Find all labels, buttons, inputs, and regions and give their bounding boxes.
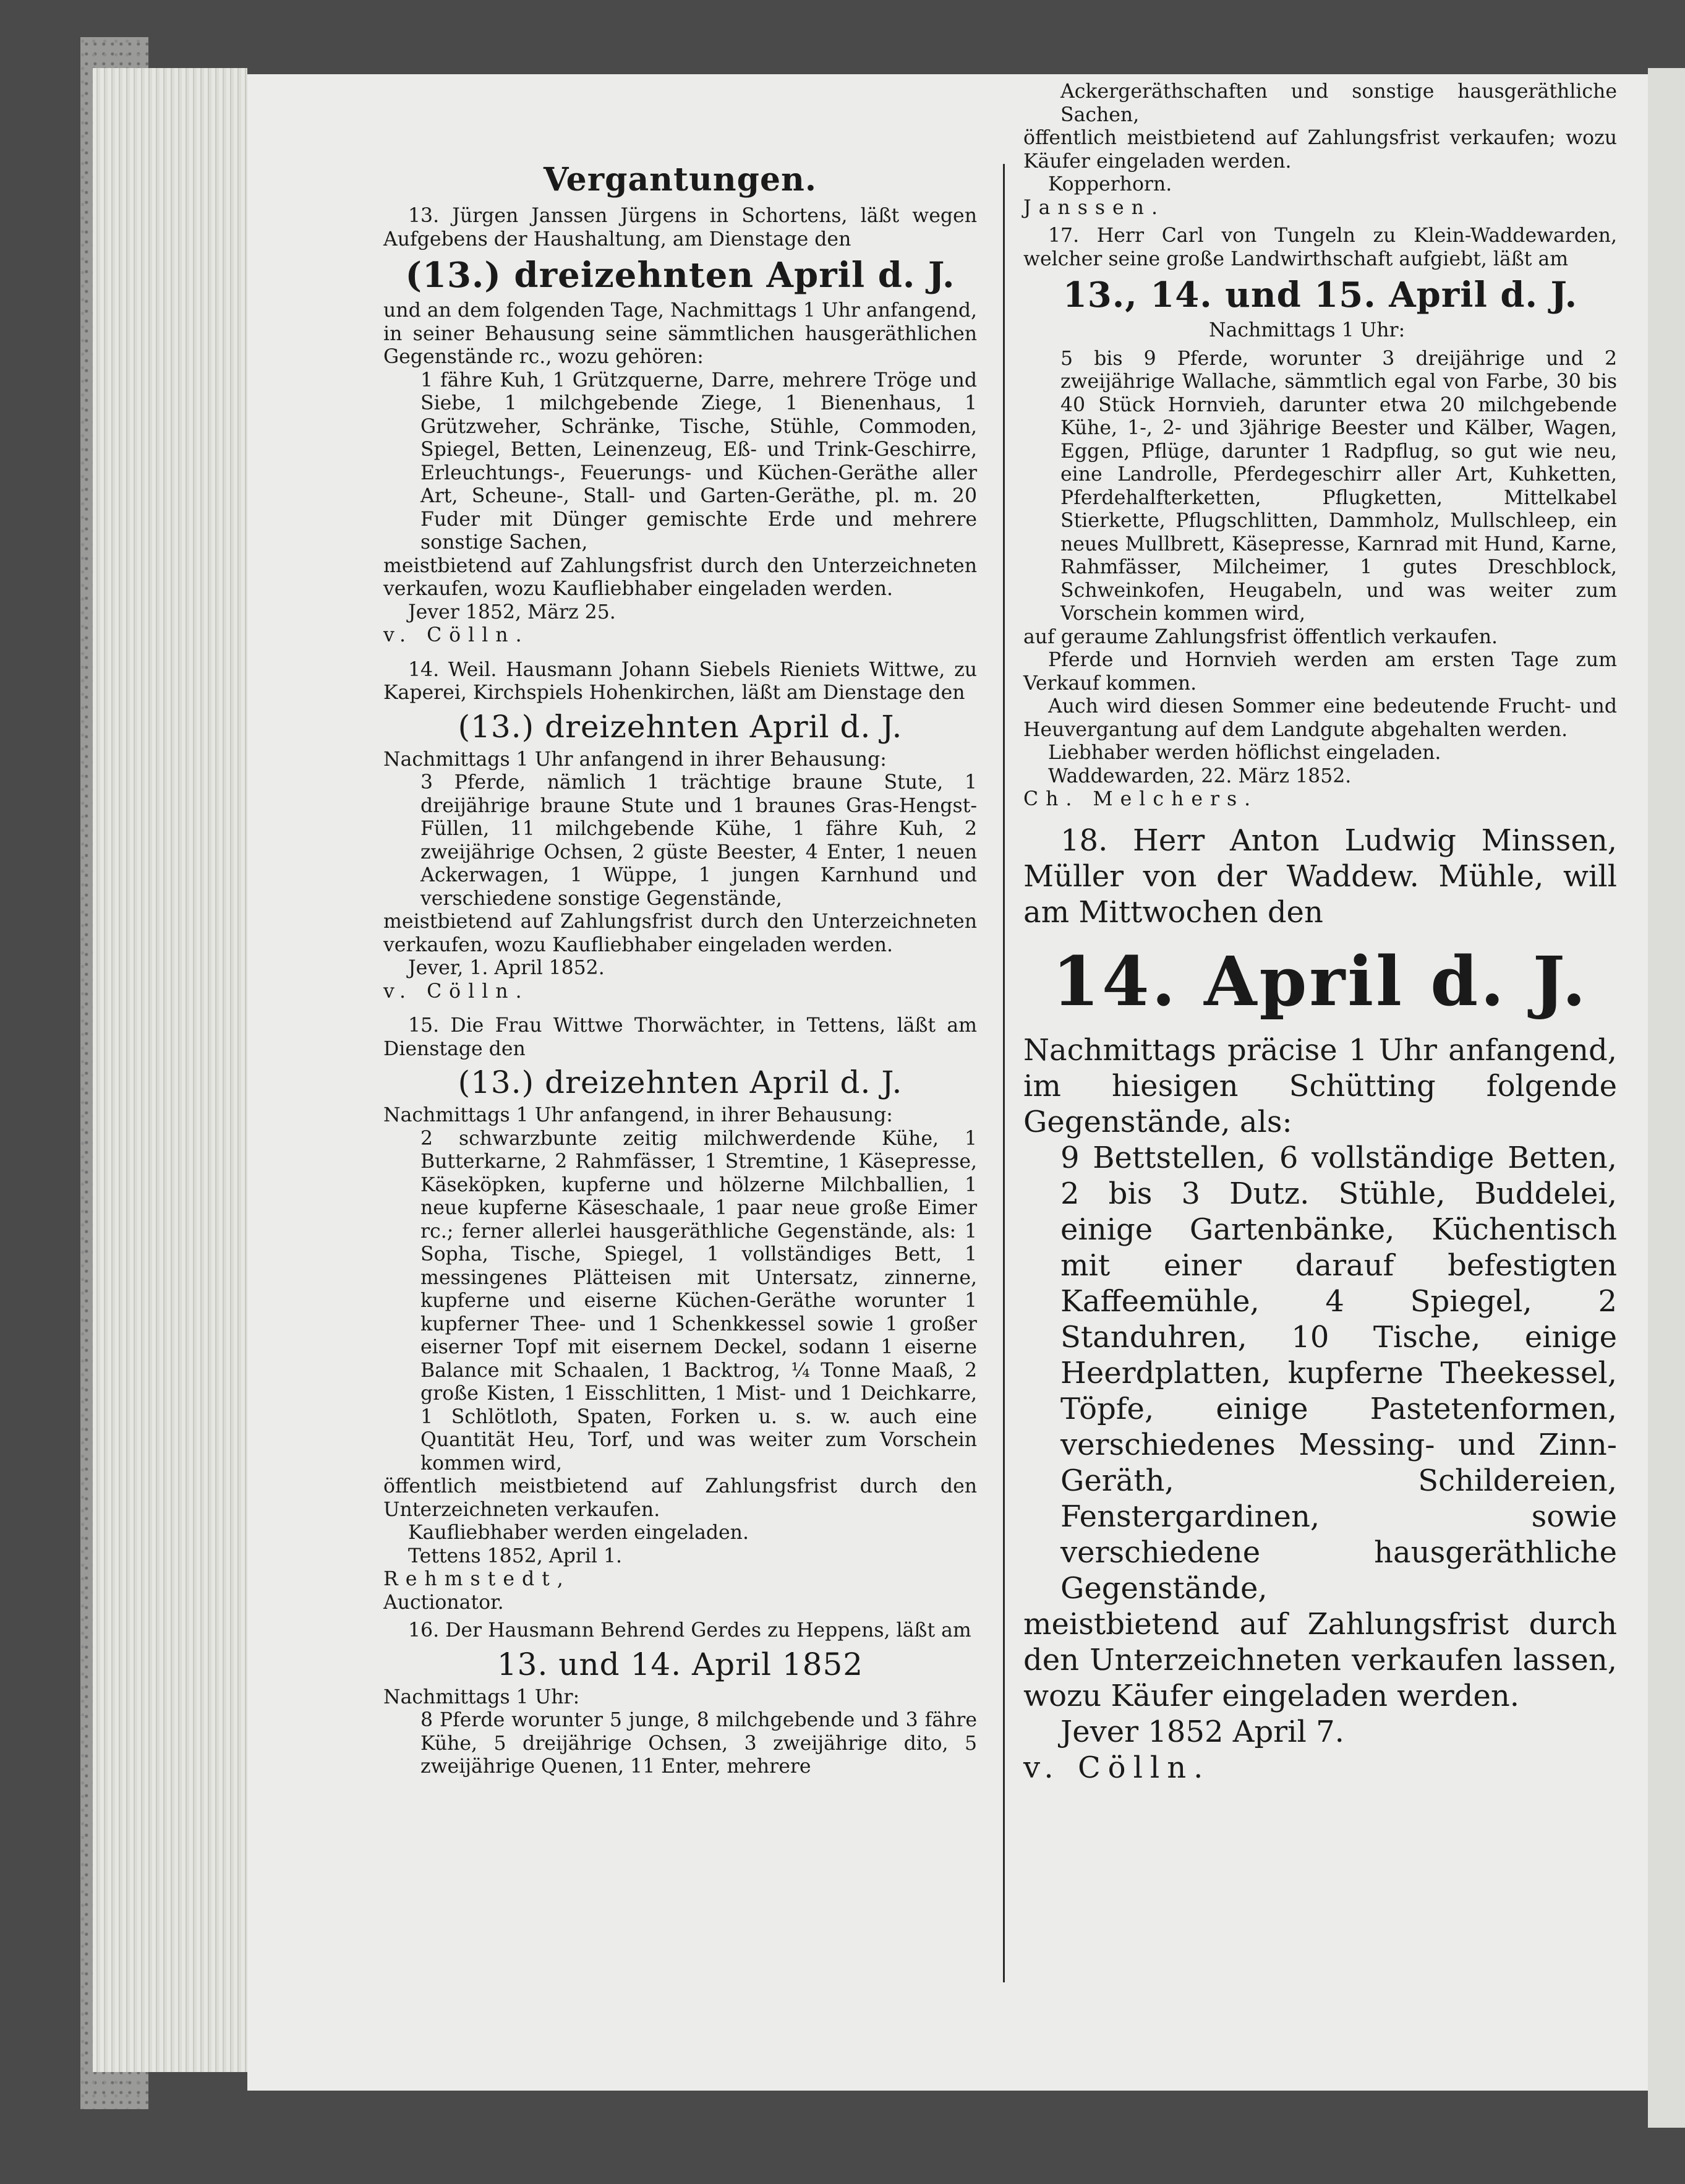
entry-14-text: Nachmittags 1 Uhr anfangend in ihrer Behausung: xyxy=(383,748,887,771)
entry-17-date: 13., 14. und 15. April d. J. xyxy=(1062,275,1578,315)
right-column xyxy=(1023,80,1617,1786)
entry-17-note-1: Pferde und Hornvieh werden am ersten Tage zum Verkauf kommen. xyxy=(1023,649,1617,695)
entry-13-signature: v. Cölln. xyxy=(383,624,529,646)
entry-14-intro: 14. Weil. Hausmann Johann Siebels Rieniets Wittwe, zu Kaperei, Kirchspiels Hohenkirchen, läßt am Dienstage den xyxy=(383,658,977,704)
entry-17-invite: Liebhaber werden höflichst eingeladen. xyxy=(1048,742,1441,764)
entry-18-text: Nachmittags präcise 1 Uhr anfangend, im hiesigen Schütting folgende Gegenstände, als: xyxy=(1023,1032,1617,1139)
entry-17-place: Waddewarden, 22. März 1852. xyxy=(1048,764,1352,787)
entry-15-place: Tettens 1852, April 1. xyxy=(408,1544,623,1567)
left-column xyxy=(383,80,977,1779)
column-divider xyxy=(1003,164,1005,1982)
entry-16-text: Nachmittags 1 Uhr: xyxy=(383,1685,580,1708)
facing-page-edge xyxy=(1648,68,1685,2128)
entry-13-date: (13.) dreizehnten April d. J. xyxy=(405,255,955,296)
entry-15-closing: öffentlich meistbietend auf Zahlungsfrist durch den Unterzeichneten verkaufen. xyxy=(383,1475,977,1521)
entry-17-intro: 17. Herr Carl von Tungeln zu Klein-Waddewarden, welcher seine große Landwirthschaft aufgiebt, läßt am xyxy=(1023,225,1617,270)
entry-13-intro: 13. Jürgen Janssen Jürgens in Schortens, läßt wegen Aufgebens der Haushaltung, am Dienstage den xyxy=(383,205,977,251)
entry-18-closing: meistbietend auf Zahlungsfrist durch den Unterzeichneten verkaufen lassen, wozu Käufer eingeladen werden. xyxy=(1023,1606,1617,1713)
entry-15-invite: Kaufliebhaber werden eingeladen. xyxy=(408,1522,749,1544)
entry-15-text: Nachmittags 1 Uhr anfangend, in ihrer Behausung: xyxy=(383,1104,893,1126)
entry-16-continued: Ackergeräthschaften und sonstige hausgeräthliche Sachen, xyxy=(1060,80,1617,126)
entry-13-text: und an dem folgenden Tage, Nachmittags 1 Uhr anfangend, in seiner Behausung seine sämmtlichen hausgeräthlichen Gegenstände rc., wozu gehören: xyxy=(383,299,977,368)
entry-14-closing: meistbietend auf Zahlungsfrist durch den Unterzeichneten verkaufen, wozu Kaufliebhaber eingeladen werden. xyxy=(383,910,977,956)
entry-17-text: Nachmittags 1 Uhr: xyxy=(1209,319,1406,341)
entry-16-items: 8 Pferde worunter 5 junge, 8 milchgebende und 3 fähre Kühe, 5 dreijährige Ochsen, 3 zweijährige dito, 5 zweijährige Quenen, 11 Enter, mehrere xyxy=(420,1709,977,1778)
entry-18-place: Jever 1852 April 7. xyxy=(1060,1714,1344,1749)
entry-16-date: 13. und 14. April 1852 xyxy=(497,1646,864,1682)
entry-18-intro: 18. Herr Anton Ludwig Minssen, Müller von der Waddew. Mühle, will am Mittwochen den xyxy=(1023,823,1617,930)
entry-15-signature: Rehmstedt, xyxy=(383,1568,571,1590)
entry-13-items: 1 fähre Kuh, 1 Grützquerne, Darre, mehrere Tröge und Siebe, 1 milchgebende Ziege, 1 Bienenhaus, 1 Grützweher, Schränke, Tische, Stühle, Commoden, Spiegel, Betten, Leinenzeug, Eß- und Trink-Geschirre, Erleuchtungs-, Feuerungs- und Küchen-Geräthe aller Art, Scheune-, Stall- und Garten-Geräthe, pl. m. 20 Fuder mit Dünger gemischte Erde und mehrere sonstige Sachen, xyxy=(420,369,977,554)
entry-17-items: 5 bis 9 Pferde, worunter 3 dreijährige und 2 zweijährige Wallache, sämmtlich egal von Farbe, 30 bis 40 Stück Hornvieh, darunter etwa 20 milchgebende Kühe, 1-, 2- und 3jährige Beester und Kälber, Wagen, Eggen, Pflüge, darunter 1 Radpflug, so gut wie neu, eine Landrolle, Pferdegeschirr aller Art, Kuhketten, Pferdehalfterketten, Pflugketten, Mittelkabel Stierkette, Pflugschlitten, Dammholz, Mullschleep, ein neues Mullbrett, Käsepresse, Karnrad mit Hund, Karne, Rahmfässer, Milcheimer, 1 gutes Dreschblock, Schweinkofen, Heugabeln, und was weiter zum Vorschein kommen wird, xyxy=(1060,347,1617,625)
entry-18-date: 14. April d. J. xyxy=(1052,941,1589,1021)
section-title: Vergantungen. xyxy=(544,161,817,199)
entry-15-intro: 15. Die Frau Wittwe Thorwächter, in Tettens, läßt am Dienstage den xyxy=(383,1014,977,1060)
entry-15-role: Auctionator. xyxy=(383,1591,504,1614)
page-stack-edge xyxy=(93,68,247,2072)
entry-13-closing: meistbietend auf Zahlungsfrist durch den Unterzeichneten verkaufen, wozu Kaufliebhaber eingeladen werden. xyxy=(383,554,977,600)
entry-15-items: 2 schwarzbunte zeitig milchwerdende Kühe, 1 Butterkarne, 2 Rahmfässer, 1 Stremtine, 1 Käsepresse, Käseköpken, kupferne und hölzerne Milchballien, 1 neue kupferne Käseschaale, 1 paar neue große Eimer rc.; ferner allerlei hausgeräthliche Gegenstände, als: 1 Sopha, Tische, Spiegel, 1 vollständiges Bett, 1 messingenes Plätteisen mit Untersatz, zinnerne, kupferne und eiserne Küchen-Geräthe worunter 1 kupferner Thee- und 1 Schenkkessel sowie 1 großer eiserner Topf mit eisernem Deckel, sodann 1 eiserne Balance mit Schaalen, 1 Backtrog, ¼ Tonne Maaß, 2 große Kisten, 1 Eisschlitten, 1 Mist- und 1 Deichkarre, 1 Schlötloth, Spaten, Forken u. s. w. auch eine Quantität Heu, Torf, und was weiter zum Vorschein kommen wird, xyxy=(420,1127,977,1475)
entry-16-signature: Janssen. xyxy=(1023,196,1165,219)
entry-17-closing: auf geraume Zahlungsfrist öffentlich verkaufen. xyxy=(1023,625,1498,648)
entry-16-closing: öffentlich meistbietend auf Zahlungsfrist verkaufen; wozu Käufer eingeladen werden. xyxy=(1023,127,1617,173)
entry-17-note-2: Auch wird diesen Sommer eine bedeutende Frucht- und Heuvergantung auf dem Landgute abgehalten werden. xyxy=(1023,695,1617,741)
entry-14-place: Jever, 1. April 1852. xyxy=(408,957,605,979)
entry-14-items: 3 Pferde, nämlich 1 trächtige braune Stute, 1 dreijährige braune Stute und 1 braunes Gras-Hengst-Füllen, 11 milchgebende Kühe, 1 fähre Kuh, 2 zweijährige Ochsen, 2 güste Beester, 4 Enter, 1 neuen Ackerwagen, 1 Wüppe, 1 jungen Karnhund und verschiedene sonstige Gegenstände, xyxy=(420,771,977,910)
entry-18-items: 9 Bettstellen, 6 vollständige Betten, 2 bis 3 Dutz. Stühle, Buddelei, einige Gartenbänke, Küchentisch mit einer darauf befestigten Kaffeemühle, 4 Spiegel, 2 Standuhren, 10 Tische, einige Heerdplatten, kupferne Theekessel, Töpfe, einige Pastetenformen, verschiedenes Messing- und Zinn-Geräth, Schildereien, Fenstergardinen, sowie verschiedene hausgeräthliche Gegenstände, xyxy=(1060,1140,1617,1606)
entry-14-signature: v. Cölln. xyxy=(383,980,529,1003)
entry-13-place: Jever 1852, März 25. xyxy=(408,601,616,623)
entry-16-intro: 16. Der Hausmann Behrend Gerdes zu Heppens, läßt am xyxy=(408,1619,971,1642)
entry-18-signature: v. Cölln. xyxy=(1023,1750,1211,1785)
entry-16-place: Kopperhorn. xyxy=(1048,173,1172,195)
entry-15-date: (13.) dreizehnten April d. J. xyxy=(458,1064,903,1100)
entry-17-signature: Ch. Melchers. xyxy=(1023,788,1258,810)
entry-14-date: (13.) dreizehnten April d. J. xyxy=(458,708,903,745)
